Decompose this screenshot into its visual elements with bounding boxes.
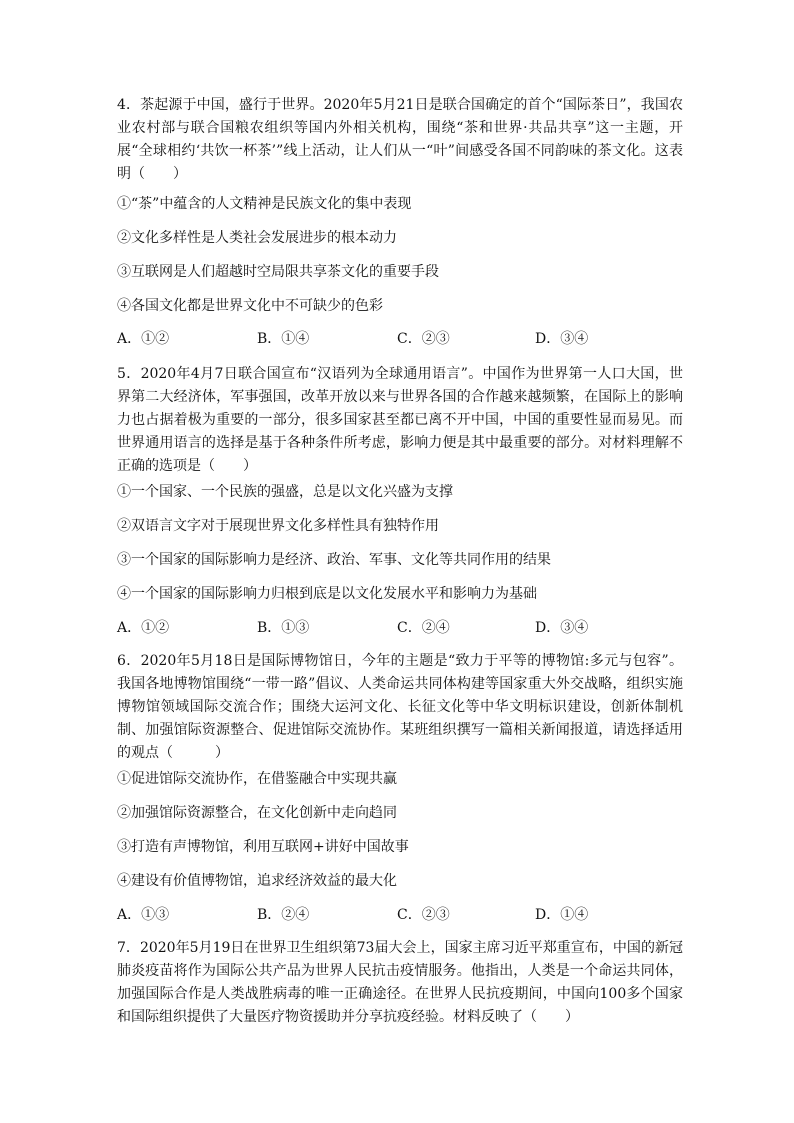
question-6-option-4: ④建设有价值博物馆，追求经济效益的最大化 (117, 873, 397, 889)
question-6-stem (117, 650, 683, 765)
question-5-choices (117, 618, 683, 638)
choice-b: B．①③ (257, 620, 310, 636)
question-7-stem (117, 937, 683, 1029)
choice-b: B．①④ (257, 331, 310, 347)
choice-b: B．②④ (257, 907, 310, 923)
question-5-option-2: ②双语言文字对于展现世界文化多样性具有独特作用 (117, 518, 439, 534)
choice-c: C．②④ (397, 620, 450, 636)
choice-c: C．②③ (397, 331, 450, 347)
question-text: 7．2020年5月19日在世界卫生组织第73届大会上，国家主席习近平郑重宣布，中国的新冠肺炎疫苗将作为国际公共产品为世界人民抗击疫情服务。他指出，人类是一个命运共同体，加强国际合作是人类战胜病毒的唯一正确途径。在世界人民抗疫期间，中国向100多个国家和国际组织提供了大量医疗物资援助并分享抗疫经验。材料反映了（ ） (117, 940, 683, 1025)
question-4-option-2: ②文化多样性是人类社会发展进步的根本动力 (117, 230, 397, 246)
question-5-option-3: ③一个国家的国际影响力是经济、政治、军事、文化等共同作用的结果 (117, 552, 551, 568)
question-text: 6．2020年5月18日是国际博物馆日，今年的主题是“致力于平等的博物馆:多元与包容”。我国各地博物馆围绕“一带一路”倡议、人类命运共同体构建等国家重大外交战略，组织实施博物馆领域国际交流合作；围绕大运河文化、长征文化等中华文明标识建设，创新体制机制、加强馆际资源整合、促进馆际交流协作。某班组织撰写一篇相关新闻报道，请选择适用的观点（ ） (117, 653, 683, 761)
question-text: 4．茶起源于中国，盛行于世界。2020年5月21日是联合国确定的首个“国际茶日”，我国农业农村部与联合国粮农组织等国内外相关机构，围绕“茶和世界·共品共享”这一主题，开展“全球相约‘共饮一杯茶’”线上活动，让人们从一“叶”间感受各国不同韵味的茶文化。这表明（ ） (117, 97, 683, 182)
choice-a: A．①③ (117, 907, 170, 923)
question-text: 5．2020年4月7日联合国宣布“汉语列为全球通用语言”。中国作为世界第一人口大国，世界第二大经济体，军事强国，改革开放以来与世界各国的合作越来越频繁，在国际上的影响力也占据着极为重要的一部分，很多国家甚至都已离不开中国，中国的重要性显而易见。而世界通用语言的选择是基于各种条件所考虑，影响力便是其中最重要的部分。对材料理解不正确的选项是（ ） (117, 366, 683, 474)
choice-d: D．①④ (535, 907, 589, 923)
question-5-option-4: ④一个国家的国际影响力归根到底是以文化发展水平和影响力为基础 (117, 586, 537, 602)
question-6-option-2: ②加强馆际资源整合，在文化创新中走向趋同 (117, 805, 397, 821)
question-4-option-1: ①“茶”中蕴含的人文精神是民族文化的集中表现 (117, 196, 412, 212)
question-5-option-1: ①一个国家、一个民族的强盛，总是以文化兴盛为支撑 (117, 484, 453, 500)
question-4-stem (117, 94, 683, 186)
question-5-stem (117, 363, 683, 478)
choice-c: C．②③ (397, 907, 450, 923)
question-6-option-1: ①促进馆际交流协作，在借鉴融合中实现共赢 (117, 771, 397, 787)
question-6-choices (117, 905, 683, 925)
choice-d: D．③④ (535, 620, 589, 636)
choice-a: A．①② (117, 620, 170, 636)
question-6-option-3: ③打造有声博物馆，利用互联网+讲好中国故事 (117, 839, 409, 855)
choice-a: A．①② (117, 331, 170, 347)
question-4-choices (117, 329, 683, 349)
question-4-option-3: ③互联网是人们超越时空局限共享茶文化的重要手段 (117, 264, 439, 280)
question-4-option-4: ④各国文化都是世界文化中不可缺少的色彩 (117, 298, 383, 314)
choice-d: D．③④ (535, 331, 589, 347)
